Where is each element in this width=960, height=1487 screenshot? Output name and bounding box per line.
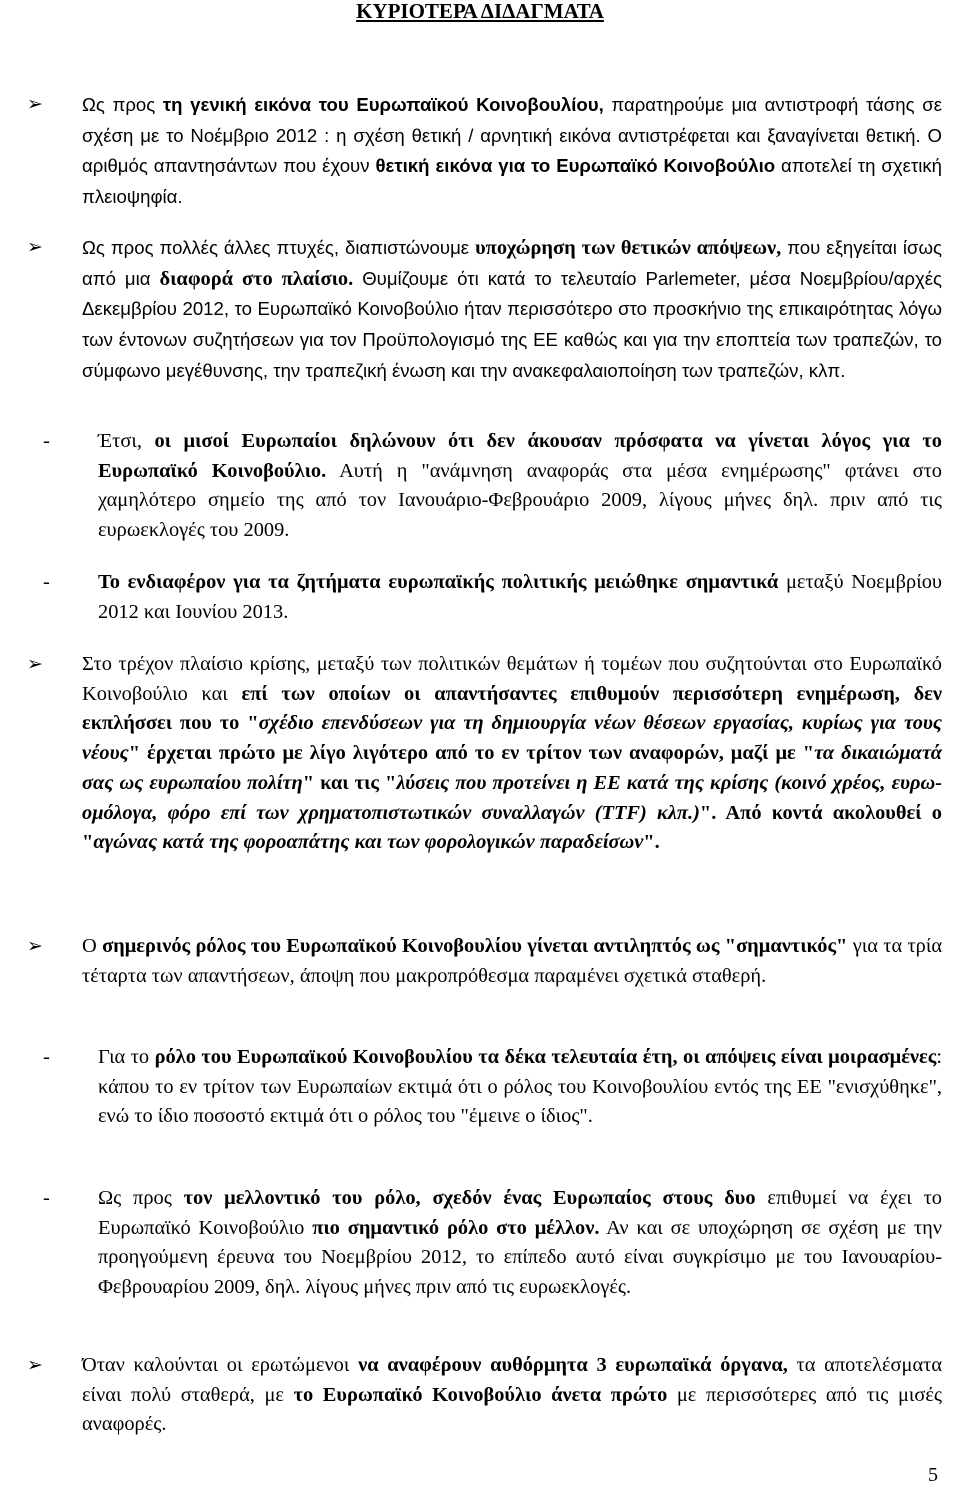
p2-text-3: Θυμίζουμε ότι κατά το τελευταίο Parlemeter, μέσα Νοεμβρίου/αρχές Δεκεμβρίου 2012, το Ευρωπαϊκό Κοινοβούλιο ήταν περισσότερο στο προσκήνιο της επικαιρότητας λόγω των έντονων συζητήσεων για τον Προϋπολογισμό της ΕΕ καθώς και για την εποπτεία των τραπεζών, το σύμφωνο μεγέθυνσης, την τραπεζική ένωση και την ανακεφαλαιοποίηση των τραπεζών, κλπ.	[82, 267, 942, 381]
d3-text-1: Για το	[98, 1046, 155, 1068]
p5-text-3: με περισσότερες από τις μισές αναφορές.	[82, 1383, 942, 1436]
d4-bold-2: πιο σημαντικό ρόλο στο μέλλον.	[312, 1216, 600, 1239]
d1-bold-1: οι μισοί Ευρωπαίοι δηλώνουν ότι δεν άκουσαν πρόσφατα να γίνεται λόγος για το Ευρωπαϊκό Κοινοβούλιο.	[98, 430, 943, 482]
arrow-bullet-icon: ➢	[27, 236, 43, 258]
p3-text-1: Στο τρέχον πλαίσιο κρίσης, μεταξύ των πολιτικών θεμάτων ή τομέων που συζητούνται στο Ευρωπαϊκό Κοινοβούλιο και	[82, 653, 942, 705]
paragraph-general-image	[27, 90, 942, 213]
p1-bold-1: τη γενική εικόνα του Ευρωπαϊκού Κοινοβουλίου,	[162, 94, 604, 115]
arrow-bullet-icon: ➢	[27, 93, 43, 115]
dash-item-media-recall	[43, 427, 943, 546]
p4-text-2: για τα τρία τέταρτα των απαντήσεων, άποψη που μακροπρόθεσμα παραμένει σχετικά σταθερή.	[82, 935, 943, 987]
dash-item-future-role	[43, 1184, 943, 1303]
dash-bullet-icon: -	[43, 571, 50, 593]
paragraph-other-aspects	[27, 233, 942, 387]
page-number: 5	[928, 1464, 938, 1486]
p3-bold-italic-4: αγώνας κατά της φοροαπάτης και των φορολογικών παραδείσων	[93, 831, 644, 854]
p3-bold-4: ". Από κοντά ακολουθεί ο "	[82, 801, 942, 854]
dash-bullet-icon: -	[43, 1046, 50, 1068]
p3-bold-3: " και τις "	[302, 771, 397, 794]
paragraph-crisis-context	[27, 650, 943, 858]
dash-bullet-icon: -	[43, 1187, 50, 1209]
d4-bold-1: τον μελλοντικό του ρόλο, σχεδόν ένας Ευρωπαίος στους δυο	[183, 1187, 756, 1209]
p2-bold-2: διαφορά στο πλαίσιο.	[159, 267, 354, 290]
paragraph-eu-institutions	[27, 1351, 943, 1440]
p5-text-1: Όταν καλούνται οι ερωτώμενοι	[82, 1354, 359, 1376]
p4-text-1: Ο	[82, 935, 103, 957]
p5-bold-2: το Ευρωπαϊκό Κοινοβούλιο άνετα πρώτο	[293, 1383, 668, 1406]
d4-text-1: Ως προς	[98, 1187, 184, 1209]
d4-text-3: Αν και σε υποχώρηση σε σχέση με την προηγούμενη έρευνα του Νοεμβρίου 2012, το επίπεδο αυτό είναι συγκρίσιμο με του Ιανουαρίου-Φεβρουαρίου 2009, δηλ. λίγους μήνες πριν από τις ευρωεκλογές.	[98, 1216, 942, 1299]
dash-item-past-role	[43, 1043, 943, 1132]
d3-bold-1: ρόλο του Ευρωπαϊκού Κοινοβουλίου τα δέκα τελευταία έτη, οι απόψεις είναι μοιρασμένες	[154, 1046, 937, 1068]
d2-text-1: μεταξύ Νοεμβρίου 2012 και Ιουνίου 2013.	[98, 571, 942, 623]
p1-bold-2: θετική εικόνα για το Ευρωπαϊκό Κοινοβούλιο	[375, 155, 776, 177]
p5-bold-1: να αναφέρουν αυθόρμητα 3 ευρωπαϊκά όργανα,	[358, 1354, 788, 1376]
p2-bold-1: υποχώρηση των θετικών απόψεων,	[475, 237, 782, 259]
p3-bold-italic-3: λύσεις που προτείνει η ΕΕ κατά της κρίσης (κοινό χρέος, ευρω-ομόλογα, φόρο επί των χρηματοπιστωτικών συναλλαγών (TTF) κλπ.)	[82, 771, 943, 824]
p3-bold-2: " έρχεται πρώτο με λίγο λιγότερο από το εν τρίτον των αναφορών, μαζί με "	[128, 742, 815, 765]
p3-bold-5: ".	[643, 831, 660, 854]
arrow-bullet-icon: ➢	[27, 653, 43, 675]
p1-text-3: αποτελεί τη σχετική πλειοψηφία.	[82, 155, 942, 208]
d2-bold-1: Το ενδιαφέρον για τα ζητήματα ευρωπαϊκής πολιτικής μειώθηκε σημαντικά	[98, 571, 779, 593]
paragraph-current-role	[27, 932, 943, 991]
p3-bold-italic-1: σχέδιο επενδύσεων για τη δημιουργία νέων θέσεων εργασίας, κυρίως για τους νέους	[82, 712, 942, 765]
p3-bold-1: επί των οποίων οι απαντήσαντες επιθυμούν περισσότερη ενημέρωση, δεν εκπλήσσει που το "	[82, 682, 942, 735]
arrow-bullet-icon: ➢	[27, 935, 43, 957]
p4-bold-1: σημερινός ρόλος του Ευρωπαϊκού Κοινοβουλίου γίνεται αντιληπτός ως "σημαντικός"	[102, 935, 848, 957]
d1-text-2: Αυτή η "ανάμνηση αναφοράς στα μέσα ενημέρωσης" φτάνει στο χαμηλότερο σημείο της από τον Ιανουάριο-Φεβρουάριο 2009, λίγους μήνες δηλ. πριν από τις ευρωεκλογές του 2009.	[98, 459, 942, 542]
arrow-bullet-icon: ➢	[27, 1354, 43, 1376]
p1-text-1: Ως προς	[82, 94, 163, 115]
p2-text-2: που εξηγείται ίσως από μια	[82, 237, 942, 289]
p1-text-2: παρατηρούμε μια αντιστροφή τάσης σε σχέση με το Νοέμβριο 2012 : η σχέση θετική / αρνητική εικόνα αντιστρέφεται και ξαναγίνεται θετική. Ο αριθμός απαντησάντων που έχουν	[82, 94, 942, 177]
p3-bold-italic-2: τα δικαιώματά σας ως ευρωπαίου πολίτη	[82, 742, 942, 794]
d1-text-1: Έτσι,	[98, 430, 155, 452]
p2-text-1: Ως προς πολλές άλλες πτυχές, διαπιστώνουμε	[82, 237, 476, 258]
p5-text-2: τα αποτελέσματα είναι πολύ σταθερά, με	[82, 1354, 943, 1406]
dash-bullet-icon: -	[43, 430, 50, 452]
dash-item-interest	[43, 568, 942, 627]
d3-text-2: : κάπου το εν τρίτον των Ευρωπαίων εκτιμά ότι ο ρόλος του Κοινοβουλίου εντός της ΕΕ "ενισχύθηκε", ενώ το ίδιο ποσοστό εκτιμά ότι ο ρόλος του "έμεινε ο ίδιος".	[98, 1046, 943, 1128]
d4-text-2: επιθυμεί να έχει το Ευρωπαϊκό Κοινοβούλιο	[98, 1187, 943, 1239]
page-title: ΚΥΡΙΟΤΕΡΑ ΔΙΔΑΓΜΑΤΑ	[356, 0, 604, 23]
